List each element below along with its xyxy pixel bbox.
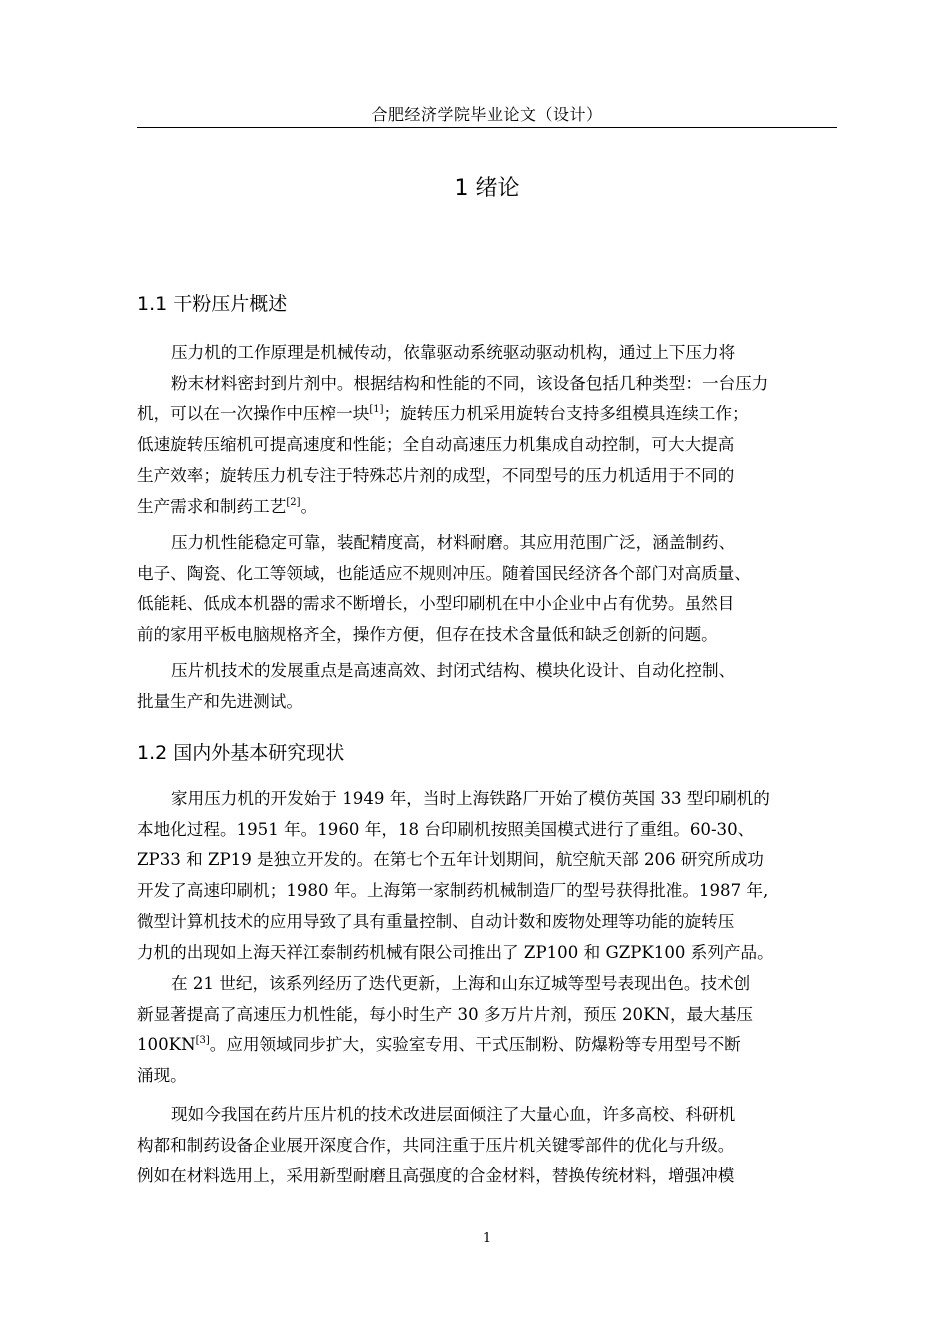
text-segment: 100KN xyxy=(137,1035,196,1055)
chapter-title: 1 绪论 xyxy=(454,176,520,201)
paragraph xyxy=(137,656,827,717)
text-line: 前的家用平板电脑规格齐全，操作方便，但存在技术含量低和缺乏创新的问题。 xyxy=(137,625,718,645)
text-line: 微型计算机技术的应用导致了具有重量控制、自动计数和废物处理等功能的旋转压 xyxy=(137,911,735,931)
text-line: 现如今我国在药片压片机的技术改进层面倾注了大量心血，许多高校、科研机 xyxy=(171,1105,736,1124)
text-segment: 机，可以在一次操作中压榨一块 xyxy=(137,404,370,424)
text-line: 例如在材料选用上，采用新型耐磨且高强度的合金材料，替换传统材料，增强冲模 xyxy=(137,1166,735,1186)
text-segment: 生产需求和制药工艺 xyxy=(137,496,287,516)
paragraph xyxy=(137,1100,827,1192)
text-line: 电子、陶瓷、化工等领域，也能适应不规则冲压。随着国民经济各个部门对高质量、 xyxy=(137,563,751,583)
paragraph xyxy=(137,784,827,968)
text-line: 涌现。 xyxy=(137,1066,187,1086)
text-line: 批量生产和先进测试。 xyxy=(137,691,303,711)
text-segment: ；旋转压力机采用旋转台支持多组模具连续工作； xyxy=(383,404,749,424)
text-line xyxy=(137,1030,827,1061)
text-line: 在 21 世纪，该系列经历了迭代更新，上海和山东辽城等型号表现出色。技术创 xyxy=(171,974,751,993)
paragraph xyxy=(137,528,827,651)
text-line: 压力机性能稳定可靠，装配精度高，材料耐磨。其应用范围广泛，涵盖制药、 xyxy=(171,533,736,552)
text-line xyxy=(137,492,827,523)
text-line: 压力机的工作原理是机械传动，依靠驱动系统驱动驱动机构，通过上下压力将 xyxy=(171,343,736,362)
text-line: 力机的出现如上海天祥江泰制药机械有限公司推出了 ZP100 和 GZPK100 系列产品。 xyxy=(137,942,774,962)
text-segment: 。 xyxy=(300,496,318,516)
text-line: 本地化过程。1951 年。1960 年，18 台印刷机按照美国模式进行了重组。60-30、 xyxy=(137,819,755,839)
text-line: 压片机技术的发展重点是高速高效、封闭式结构、模块化设计、自动化控制、 xyxy=(171,661,736,680)
text-line: ZP33 和 ZP19 是独立开发的。在第七个五年计划期间，航空航天部 206 研究所成功 xyxy=(137,850,764,870)
section-title-1-2: 1.2 国内外基本研究现状 xyxy=(137,742,345,764)
page-number: 1 xyxy=(482,1231,492,1246)
section-title-1-1: 1.1 干粉压片概述 xyxy=(137,293,288,315)
paragraph xyxy=(137,969,827,1092)
page-header: 合肥经济学院毕业论文（设计） xyxy=(371,105,603,124)
text-line: 新显著提高了高速压力机性能，每小时生产 30 多万片片剂，预压 20KN，最大基压 xyxy=(137,1004,753,1024)
text-segment: 。应用领域同步扩大，实验室专用、干式压制粉、防爆粉等专用型号不断 xyxy=(209,1035,741,1055)
text-line: 生产效率；旋转压力机专注于特殊芯片剂的成型，不同型号的压力机适用于不同的 xyxy=(137,465,735,485)
header-rule xyxy=(137,127,837,128)
text-line xyxy=(137,399,827,430)
citation-marker: [2] xyxy=(286,496,301,508)
citation-marker: [1] xyxy=(369,404,384,416)
text-line: 家用压力机的开发始于 1949 年，当时上海铁路厂开始了模仿英国 33 型印刷机的 xyxy=(171,789,770,808)
text-line: 构都和制药设备企业展开深度合作，共同注重于压片机关键零部件的优化与升级。 xyxy=(137,1135,735,1155)
text-line: 粉末材料密封到片剂中。根据结构和性能的不同，该设备包括几种类型：一台压力 xyxy=(171,373,769,393)
citation-marker: [3] xyxy=(195,1035,210,1047)
text-line: 低速旋转压缩机可提高速度和性能；全自动高速压力机集成自动控制，可大大提高 xyxy=(137,435,735,455)
text-line: 低能耗、低成本机器的需求不断增长，小型印刷机在中小企业中占有优势。虽然目 xyxy=(137,594,735,614)
paragraph xyxy=(137,338,827,522)
text-line: 开发了高速印刷机；1980 年。上海第一家制药机械制造厂的型号获得批准。1987 年, xyxy=(137,881,769,901)
